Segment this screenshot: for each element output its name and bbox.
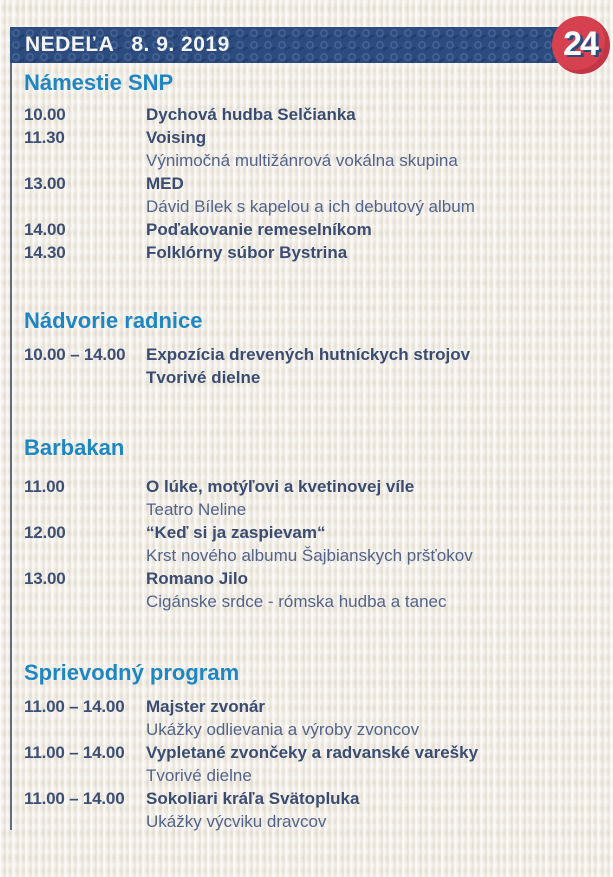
event-title: Romano Jilo	[146, 569, 249, 588]
section-barbakan	[24, 436, 599, 613]
event-row	[24, 695, 599, 741]
event-row	[24, 172, 599, 218]
logo-24-text: 24	[563, 24, 597, 63]
event-subtitle: Tvorivé dielne	[146, 766, 252, 785]
section-nadvorie-radnice	[24, 309, 599, 389]
event-title: Voising	[146, 128, 207, 147]
event-row	[24, 103, 599, 126]
event-time: 11.00 – 14.00	[24, 697, 125, 716]
event-row	[24, 787, 599, 833]
event-subtitle: Ukážky odlievania a výroby zvoncov	[146, 720, 420, 739]
event-subtitle: Teatro Neline	[146, 500, 247, 519]
weekday-label: NEDEĽA	[25, 33, 115, 56]
event-title: Sokoliari kráľa Svätopluka	[146, 789, 360, 808]
event-title: MED	[146, 174, 184, 193]
event-time: 12.00	[24, 523, 66, 542]
section-title: Sprievodný program	[24, 660, 240, 685]
event-row	[24, 126, 599, 172]
section-namestie-snp	[24, 71, 599, 264]
event-title: Poďakovanie remeselníkom	[146, 220, 372, 239]
event-time: 13.00	[24, 569, 66, 588]
event-title: Majster zvonár	[146, 697, 266, 716]
section-sprievodny-program	[24, 661, 599, 833]
event-title: Vypletané zvončeky a radvanské varešky	[146, 743, 479, 762]
event-title: “Keď si ja zaspievam“	[146, 523, 326, 542]
event-subtitle: Krst nového albumu Šajbianskych pršťokov	[146, 546, 473, 565]
event-title: Folklórny súbor Bystrina	[146, 243, 348, 262]
event-subtitle: Ukážky výcviku dravcov	[146, 812, 327, 831]
event-title: O lúke, motýľovi a kvetinovej víle	[146, 477, 415, 496]
event-time: 14.30	[24, 243, 66, 262]
event-subtitle: Výnimočná multižánrová vokálna skupina	[146, 151, 458, 170]
event-row	[24, 241, 599, 264]
event-subtitle: Tvorivé dielne	[146, 368, 261, 387]
event-subtitle: Dávid Bílek s kapelou a ich debutový album	[146, 197, 475, 216]
event-title: Dychová hudba Selčianka	[146, 105, 356, 124]
date-label: 8. 9. 2019	[131, 33, 230, 56]
event-row	[24, 475, 599, 521]
section-title: Barbakan	[24, 435, 125, 460]
event-time: 13.00	[24, 174, 66, 193]
event-time: 11.30	[24, 128, 65, 147]
event-time: 11.00	[24, 477, 65, 496]
event-time: 10.00	[24, 105, 66, 124]
event-row	[24, 521, 599, 567]
event-time: 11.00 – 14.00	[24, 789, 125, 808]
date-header-bar	[10, 27, 593, 63]
event-row	[24, 343, 599, 389]
section-title: Námestie SNP	[24, 70, 174, 95]
event-subtitle: Cigánske srdce - rómska hudba a tanec	[146, 592, 447, 611]
logo-24-badge	[552, 16, 610, 74]
event-title: Expozícia drevených hutníckych strojov	[146, 345, 471, 364]
event-row	[24, 218, 599, 241]
event-row	[24, 741, 599, 787]
event-row	[24, 567, 599, 613]
event-time: 14.00	[24, 220, 66, 239]
page-left-border	[10, 28, 12, 830]
event-time: 11.00 – 14.00	[24, 743, 125, 762]
event-time: 10.00 – 14.00	[24, 345, 126, 364]
section-title: Nádvorie radnice	[24, 308, 203, 333]
